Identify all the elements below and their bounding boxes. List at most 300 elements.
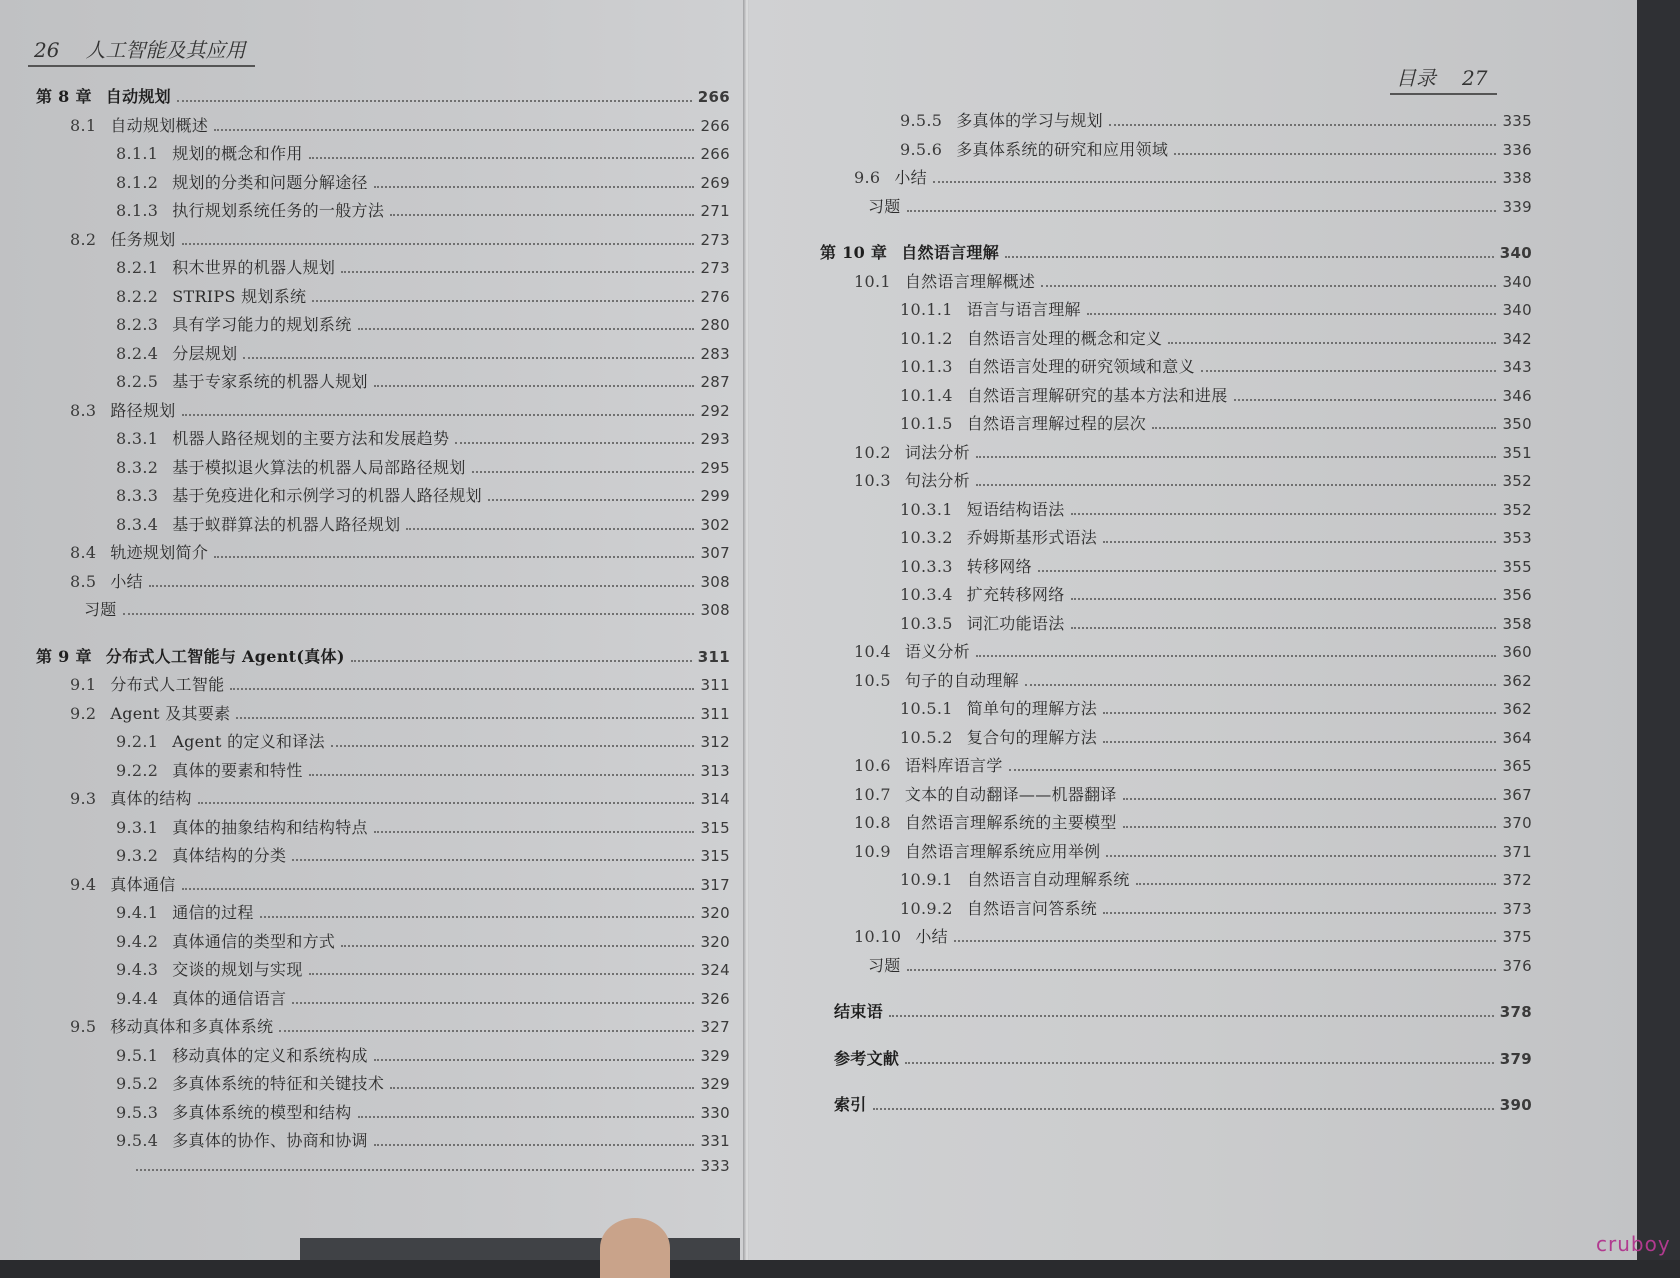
dot-leader — [1234, 399, 1497, 401]
dot-leader — [1103, 712, 1496, 714]
entry-title: 习题 — [84, 600, 117, 619]
entry-number: 9.2 — [70, 703, 97, 723]
toc-entry — [820, 582, 1532, 611]
entry-number: 10.9 — [854, 841, 891, 861]
entry-title: 语言与语言理解 — [966, 300, 1081, 319]
entry-title: 分层规划 — [172, 343, 238, 363]
toc-chapter-entry — [820, 999, 1532, 1028]
entry-number: 9.5.5 — [900, 111, 943, 130]
toc-entry — [36, 1043, 730, 1072]
entry-number: 8.2.3 — [116, 315, 159, 334]
entry-title: 文本的自动翻译——机器翻译 — [904, 784, 1117, 804]
entry-page-number: 329 — [700, 1046, 730, 1065]
dot-leader — [331, 745, 695, 747]
entry-number: 10.4 — [854, 642, 891, 661]
entry-page-number: 313 — [700, 761, 730, 780]
entry-number: 10.1.4 — [900, 385, 953, 405]
entry-title: 分布式人工智能 — [110, 675, 225, 694]
dot-leader — [390, 214, 694, 216]
dot-leader — [292, 1002, 694, 1004]
toc-entry — [820, 924, 1532, 953]
entry-number: 8.3 — [70, 400, 97, 420]
toc-entry — [36, 872, 730, 901]
entry-page-number: 365 — [1502, 757, 1532, 775]
right-page-number: 27 — [1462, 66, 1488, 90]
entry-number: 8.1.2 — [116, 172, 159, 192]
toc-entry — [820, 165, 1532, 194]
entry-number: 10.5.1 — [900, 699, 953, 718]
toc-entry — [820, 468, 1532, 497]
entry-page-number: 326 — [700, 989, 730, 1008]
dot-leader — [1103, 541, 1496, 543]
entry-number: 10.1.1 — [900, 300, 953, 319]
toc-entry — [820, 782, 1532, 811]
entry-page-number: 340 — [1502, 272, 1532, 291]
toc-entry — [820, 297, 1532, 326]
entry-number: 10.6 — [854, 756, 891, 775]
entry-page-number: 299 — [700, 487, 730, 505]
dark-background-edge — [1637, 0, 1680, 1260]
toc-entry — [36, 426, 730, 455]
dot-leader — [873, 1108, 1494, 1110]
toc-entry — [820, 867, 1532, 896]
entry-page-number: 292 — [700, 401, 730, 420]
entry-page-number: 312 — [700, 733, 730, 751]
entry-title: 规划的分类和问题分解途径 — [172, 172, 368, 192]
section-gap — [820, 1028, 1532, 1046]
toc-entry — [36, 398, 730, 427]
entry-title: 真体通信 — [110, 874, 176, 894]
entry-page-number: 266 — [700, 116, 730, 135]
entry-number: 8.1 — [70, 115, 97, 135]
toc-entry — [36, 227, 730, 256]
dot-leader — [374, 1144, 695, 1146]
dot-leader — [358, 1116, 695, 1118]
dot-leader — [976, 655, 1496, 657]
entry-title: 自然语言处理的研究领域和意义 — [966, 357, 1195, 376]
toc-entry — [36, 758, 730, 787]
book-title: 人工智能及其应用 — [85, 38, 246, 62]
dot-leader — [455, 442, 694, 444]
entry-number: 10.3.5 — [900, 613, 953, 633]
entry-title: 自动规划概述 — [110, 115, 209, 135]
dot-leader — [907, 210, 1497, 212]
toc-entry — [820, 554, 1532, 583]
entry-page-number: 355 — [1502, 557, 1532, 576]
entry-page-number: 333 — [700, 1156, 730, 1175]
dot-leader — [1071, 627, 1497, 629]
section-gap — [820, 1074, 1532, 1092]
dot-leader — [1005, 256, 1494, 258]
entry-page-number: 342 — [1502, 329, 1532, 348]
entry-number: 10.8 — [854, 813, 891, 832]
toc-entry — [36, 1014, 730, 1043]
dot-leader — [406, 528, 694, 530]
toc-entry — [36, 843, 730, 872]
entry-page-number: 370 — [1502, 814, 1532, 832]
dot-leader — [1106, 855, 1496, 857]
dot-leader — [260, 916, 695, 918]
entry-title: 规划的概念和作用 — [172, 144, 303, 163]
section-gap — [36, 626, 730, 644]
entry-page-number: 276 — [700, 287, 730, 306]
entry-page-number: 311 — [700, 704, 730, 723]
left-page-number: 26 — [34, 38, 60, 62]
toc-entry — [36, 312, 730, 341]
entry-page-number: 335 — [1502, 112, 1532, 130]
entry-title: STRIPS 规划系统 — [172, 286, 307, 306]
toc-entry — [820, 354, 1532, 383]
entry-page-number: 329 — [700, 1075, 730, 1093]
dot-leader — [341, 271, 694, 273]
entry-number: 8.2.4 — [116, 343, 159, 363]
entry-number: 8.3.1 — [116, 429, 159, 448]
dot-leader — [1009, 769, 1497, 771]
dot-leader — [214, 556, 694, 558]
toc-entry — [36, 540, 730, 569]
entry-number: 10.3.4 — [900, 585, 953, 604]
entry-page-number: 353 — [1502, 529, 1532, 547]
dot-leader — [182, 243, 695, 245]
entry-title: 移动真体的定义和系统构成 — [172, 1045, 368, 1065]
entry-page-number: 293 — [700, 430, 730, 448]
entry-page-number: 283 — [700, 344, 730, 363]
entry-title: 分布式人工智能与 Agent(真体) — [105, 646, 345, 666]
entry-number: 9.3.2 — [116, 846, 159, 865]
entry-number: 8.3.3 — [116, 486, 159, 505]
toc-entry — [36, 284, 730, 313]
dot-leader — [1123, 826, 1497, 828]
entry-title: 词汇功能语法 — [966, 613, 1065, 633]
entry-number: 9.4 — [70, 874, 97, 894]
entry-number: 10.3.3 — [900, 556, 953, 576]
entry-number: 8.1.3 — [116, 201, 159, 220]
entry-page-number: 343 — [1502, 358, 1532, 376]
toc-entry — [820, 440, 1532, 469]
toc-entry — [36, 900, 730, 929]
entry-page-number: 371 — [1502, 842, 1532, 861]
entry-title: 移动真体和多真体系统 — [110, 1017, 274, 1036]
dot-leader — [1152, 427, 1496, 429]
entry-page-number: 376 — [1502, 956, 1532, 975]
entry-number: 9.2.1 — [116, 732, 159, 751]
toc-entry — [36, 597, 730, 626]
entry-number: 第 8 章 — [36, 87, 92, 106]
dot-leader — [488, 499, 695, 501]
dot-leader — [149, 585, 695, 587]
entry-page-number: 379 — [1499, 1049, 1532, 1068]
entry-number: 9.5.6 — [900, 139, 943, 159]
toc-entry — [36, 141, 730, 170]
entry-page-number: 346 — [1502, 386, 1532, 405]
entry-title: 句子的自动理解 — [904, 670, 1019, 690]
dot-leader — [374, 831, 695, 833]
dot-leader — [976, 456, 1496, 458]
entry-page-number: 315 — [700, 818, 730, 837]
book-bottom-edge — [300, 1238, 740, 1260]
dot-leader — [1087, 313, 1497, 315]
left-running-head — [28, 34, 255, 67]
entry-title: 自然语言处理的概念和定义 — [966, 328, 1163, 348]
toc-entry — [820, 696, 1532, 725]
entry-number: 10.2 — [854, 442, 891, 462]
entry-page-number: 266 — [700, 145, 730, 163]
entry-title: 基于专家系统的机器人规划 — [172, 372, 368, 391]
entry-number: 8.3.4 — [116, 514, 159, 534]
entry-number: 8.2 — [70, 229, 97, 249]
entry-page-number: 358 — [1502, 614, 1532, 633]
entry-page-number: 364 — [1502, 728, 1532, 747]
dot-leader — [182, 888, 695, 890]
entry-number: 10.1 — [854, 271, 891, 291]
right-toc-list — [820, 108, 1532, 1121]
toc-entry — [820, 725, 1532, 754]
dot-leader — [1103, 741, 1496, 743]
dot-leader — [933, 181, 1497, 183]
entry-number: 10.3.1 — [900, 499, 953, 519]
entry-title: 真体的要素和特性 — [172, 760, 303, 780]
entry-number: 10.10 — [854, 927, 902, 946]
entry-number: 8.2.1 — [116, 258, 159, 277]
dot-leader — [1123, 798, 1497, 800]
entry-title: 转移网络 — [966, 556, 1032, 576]
entry-page-number: 390 — [1499, 1096, 1532, 1114]
dot-leader — [312, 300, 694, 302]
entry-page-number: 287 — [700, 373, 730, 391]
dot-leader — [198, 802, 695, 804]
toc-entry — [820, 497, 1532, 526]
entry-page-number: 338 — [1502, 169, 1532, 187]
dot-leader — [351, 660, 692, 662]
entry-title: 任务规划 — [110, 229, 176, 249]
dot-leader — [309, 774, 695, 776]
toc-entry — [36, 815, 730, 844]
section-gap — [820, 981, 1532, 999]
entry-title: 路径规划 — [110, 400, 176, 420]
entry-title: 多真体的协作、协商和协调 — [172, 1131, 368, 1150]
entry-page-number: 378 — [1499, 1003, 1532, 1021]
toc-entry — [36, 786, 730, 815]
right-running-head — [1390, 62, 1497, 95]
entry-title: 真体的结构 — [110, 789, 192, 808]
left-toc-list — [36, 84, 730, 1185]
toc-entry — [36, 1100, 730, 1129]
toc-entry — [36, 369, 730, 398]
dot-leader — [230, 688, 694, 690]
entry-page-number: 352 — [1502, 500, 1532, 519]
finger-thumb — [600, 1218, 670, 1278]
entry-page-number: 360 — [1502, 643, 1532, 661]
entry-page-number: 339 — [1502, 197, 1532, 216]
toc-entry — [36, 1128, 730, 1157]
entry-title: Agent 及其要素 — [110, 703, 231, 723]
entry-title: 习题 — [868, 955, 901, 975]
entry-number: 9.5.4 — [116, 1131, 159, 1150]
toc-entry — [820, 326, 1532, 355]
toc-entry — [820, 839, 1532, 868]
entry-number: 9.2.2 — [116, 760, 159, 780]
dot-leader — [905, 1062, 1494, 1064]
entry-number: 9.4.2 — [116, 931, 159, 951]
entry-title: 通信的过程 — [172, 903, 254, 922]
entry-title: 多真体系统的研究和应用领域 — [956, 139, 1169, 159]
dot-leader — [1136, 883, 1497, 885]
toc-entry — [820, 525, 1532, 554]
dot-leader — [177, 100, 692, 102]
toc-entry — [36, 113, 730, 142]
dot-leader — [236, 717, 694, 719]
entry-title: 自然语言理解过程的层次 — [966, 414, 1147, 433]
dot-leader — [1025, 684, 1497, 686]
entry-page-number: 340 — [1502, 301, 1532, 319]
dot-leader — [1103, 912, 1496, 914]
toc-entry — [36, 569, 730, 598]
entry-page-number: 373 — [1502, 899, 1532, 918]
toc-entry — [36, 170, 730, 199]
entry-page-number: 280 — [700, 316, 730, 334]
entry-page-number: 362 — [1502, 671, 1532, 690]
entry-title: 自然语言理解概述 — [904, 271, 1036, 291]
dot-leader — [341, 945, 694, 947]
entry-number: 9.5 — [70, 1017, 97, 1036]
entry-page-number: 295 — [700, 458, 730, 477]
dot-leader — [1168, 342, 1496, 344]
entry-title: 真体通信的类型和方式 — [172, 931, 336, 951]
dot-leader — [472, 471, 695, 473]
entry-page-number: 269 — [700, 173, 730, 192]
entry-title: 乔姆斯基形式语法 — [966, 528, 1098, 547]
entry-title: 自然语言理解 — [901, 243, 1000, 262]
toc-entry — [820, 810, 1532, 839]
dot-leader — [374, 385, 695, 387]
entry-number: 9.3.1 — [116, 817, 159, 837]
toc-chapter-entry — [36, 84, 730, 113]
entry-title: 自动规划 — [105, 87, 171, 106]
entry-title: 基于蚁群算法的机器人路径规划 — [172, 514, 401, 534]
dot-leader — [136, 1169, 694, 1171]
toc-entry — [36, 957, 730, 986]
toc-entry — [36, 1157, 730, 1186]
entry-title: 多真体系统的特征和关键技术 — [172, 1074, 385, 1093]
dot-leader — [1109, 124, 1497, 126]
entry-page-number: 350 — [1502, 415, 1532, 433]
entry-title: 词法分析 — [904, 442, 971, 462]
toc-entry — [36, 455, 730, 484]
dot-leader — [214, 129, 694, 131]
toc-entry — [36, 341, 730, 370]
entry-title: 积木世界的机器人规划 — [172, 258, 336, 277]
toc-chapter-entry — [820, 1092, 1532, 1121]
toc-entry — [36, 701, 730, 730]
entry-number: 10.7 — [854, 784, 891, 804]
entry-title: 复合句的理解方法 — [966, 727, 1098, 747]
entry-number: 9.3 — [70, 789, 97, 808]
entry-number: 10.9.2 — [900, 898, 953, 918]
toc-entry — [36, 986, 730, 1015]
entry-title: 索引 — [834, 1095, 867, 1114]
dot-leader — [889, 1015, 1494, 1017]
toc-entry — [36, 729, 730, 758]
entry-title: 习题 — [868, 196, 901, 216]
entry-number: 8.3.2 — [116, 457, 159, 477]
entry-number: 10.5.2 — [900, 727, 953, 747]
entry-page-number: 271 — [700, 202, 730, 220]
entry-page-number: 327 — [700, 1018, 730, 1036]
entry-number: 9.5.3 — [116, 1102, 159, 1122]
entry-number: 8.2.5 — [116, 372, 159, 391]
entry-title: 参考文献 — [834, 1048, 900, 1068]
entry-number: 9.1 — [70, 675, 97, 694]
entry-page-number: 324 — [700, 961, 730, 979]
dot-leader — [182, 414, 695, 416]
entry-page-number: 266 — [697, 88, 730, 106]
entry-title: 自然语言理解系统的主要模型 — [904, 813, 1117, 832]
toc-chapter-entry — [36, 644, 730, 673]
dot-leader — [374, 186, 695, 188]
dot-leader — [1201, 370, 1497, 372]
entry-number: 9.4.1 — [116, 903, 159, 922]
entry-page-number: 320 — [700, 904, 730, 922]
dot-leader — [123, 613, 695, 615]
entry-title: 自然语言理解研究的基本方法和进展 — [966, 385, 1228, 405]
dot-leader — [279, 1030, 694, 1032]
dot-leader — [1038, 570, 1497, 572]
dot-leader — [1071, 513, 1497, 515]
entry-number: 9.4.3 — [116, 960, 159, 979]
entry-number: 9.5.2 — [116, 1074, 159, 1093]
entry-number: 8.2.2 — [116, 286, 159, 306]
dot-leader — [976, 484, 1496, 486]
entry-title: 轨迹规划简介 — [110, 543, 209, 562]
entry-number: 10.9.1 — [900, 870, 953, 889]
toc-entry — [36, 198, 730, 227]
entry-page-number: 372 — [1502, 871, 1532, 889]
entry-title: 机器人路径规划的主要方法和发展趋势 — [172, 429, 450, 448]
entry-title: 基于免疫进化和示例学习的机器人路径规划 — [172, 486, 482, 505]
entry-title: 具有学习能力的规划系统 — [172, 315, 352, 334]
entry-title: 多真体系统的模型和结构 — [172, 1102, 352, 1122]
entry-page-number: 352 — [1502, 472, 1532, 490]
entry-page-number: 308 — [700, 601, 730, 619]
entry-number: 8.1.1 — [116, 144, 159, 163]
entry-title: 真体的抽象结构和结构特点 — [172, 817, 368, 837]
entry-title: 扩充转移网络 — [966, 585, 1065, 604]
entry-number: 9.4.4 — [116, 988, 159, 1008]
entry-title: 小结 — [110, 571, 143, 591]
dot-leader — [390, 1087, 694, 1089]
entry-number: 第 9 章 — [36, 646, 92, 666]
toc-entry — [36, 929, 730, 958]
entry-title: 真体结构的分类 — [172, 846, 287, 865]
dot-leader — [309, 157, 695, 159]
entry-page-number: 314 — [700, 790, 730, 808]
dot-leader — [907, 969, 1497, 971]
entry-number: 10.1.3 — [900, 357, 953, 376]
toc-entry — [820, 383, 1532, 412]
entry-page-number: 320 — [700, 932, 730, 951]
entry-page-number: 331 — [700, 1132, 730, 1150]
dot-leader — [309, 973, 695, 975]
dot-leader — [292, 859, 694, 861]
dot-leader — [954, 940, 1497, 942]
entry-title: 短语结构语法 — [966, 499, 1065, 519]
entry-title: 自然语言问答系统 — [966, 898, 1098, 918]
entry-page-number: 315 — [700, 847, 730, 865]
entry-number: 10.1.5 — [900, 414, 953, 433]
entry-title: 交谈的规划与实现 — [172, 960, 303, 979]
entry-title: 自然语言理解系统应用举例 — [904, 841, 1101, 861]
entry-page-number: 317 — [700, 875, 730, 894]
